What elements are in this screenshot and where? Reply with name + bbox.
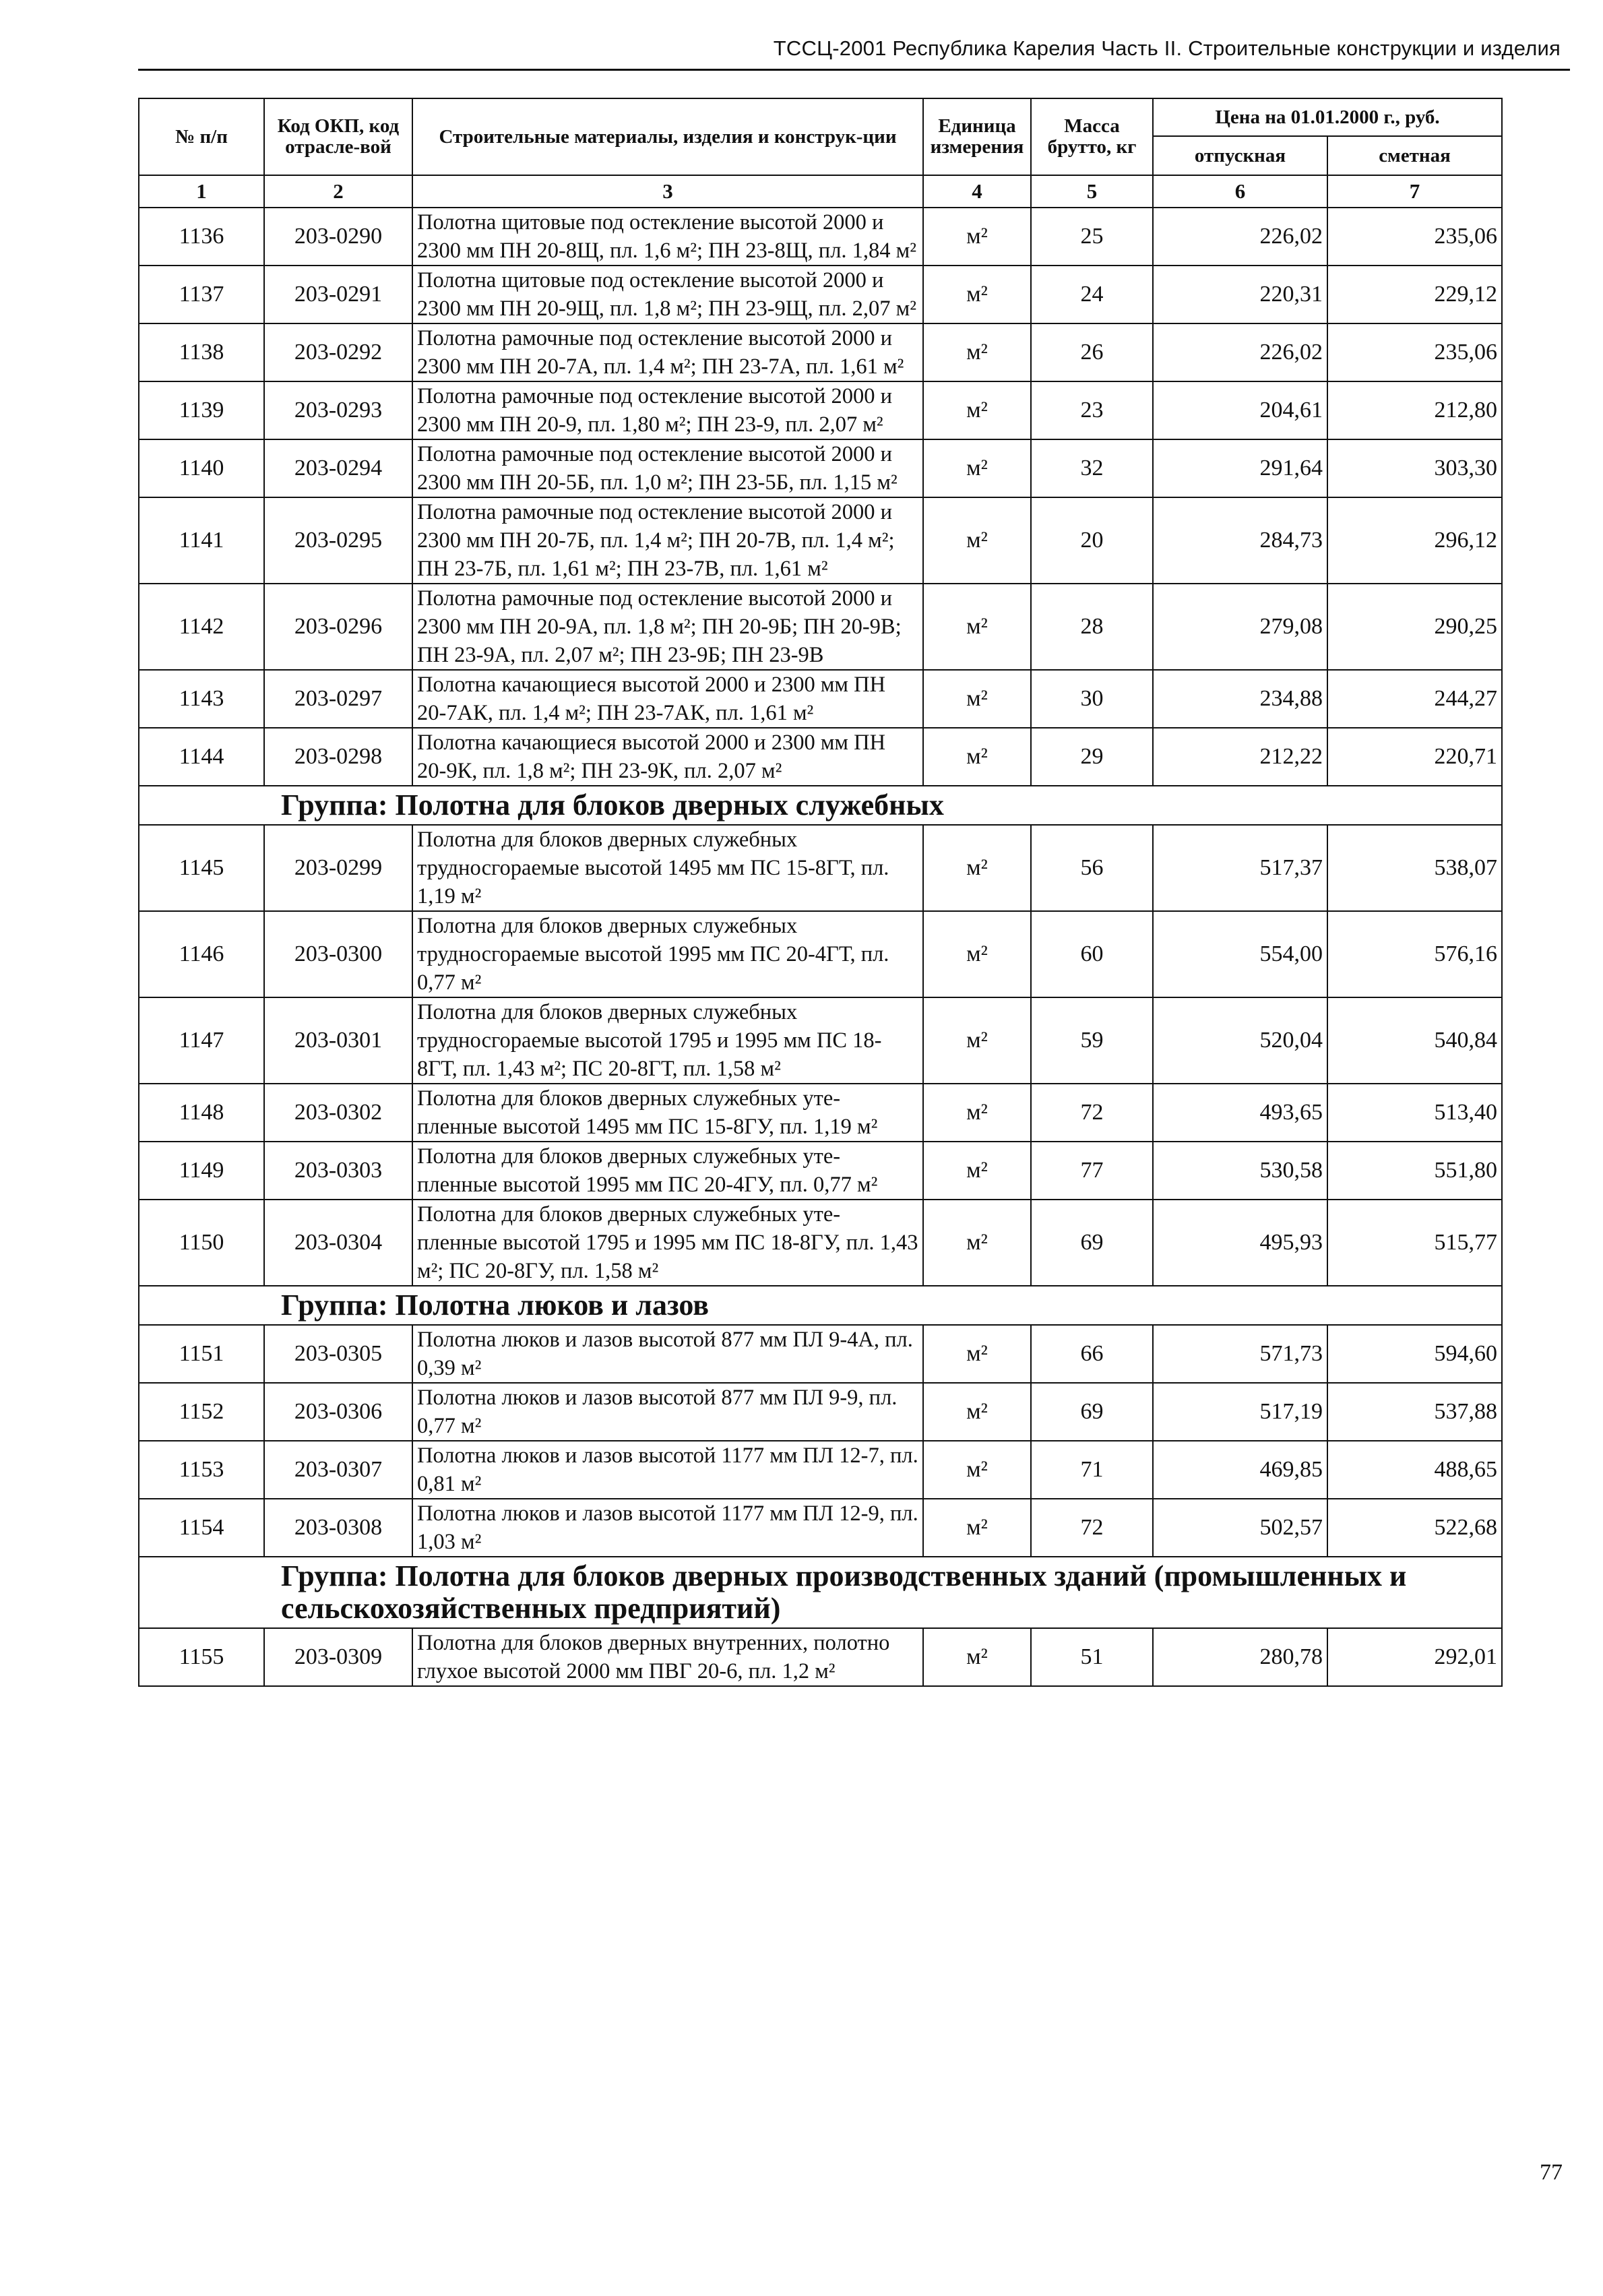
material-description: Полотна люков и лазов высотой 1177 мм ПЛ 12-7, пл. 0,81 м²	[412, 1441, 923, 1499]
group-header-row	[139, 1557, 1502, 1628]
table-row	[139, 1325, 1502, 1383]
estimate-price: 594,60	[1327, 1325, 1502, 1383]
gross-mass: 24	[1031, 266, 1153, 323]
gross-mass: 23	[1031, 381, 1153, 439]
estimate-price: 212,80	[1327, 381, 1502, 439]
estimate-price: 220,71	[1327, 728, 1502, 786]
unit-of-measure: м²	[923, 208, 1031, 266]
gross-mass: 28	[1031, 584, 1153, 670]
header-code: Код ОКП, код отрасле-вой	[264, 98, 412, 175]
okp-code: 203-0307	[264, 1441, 412, 1499]
okp-code: 203-0304	[264, 1200, 412, 1286]
okp-code: 203-0302	[264, 1084, 412, 1142]
table-row	[139, 584, 1502, 670]
estimate-price: 537,88	[1327, 1383, 1502, 1441]
gross-mass: 71	[1031, 1441, 1153, 1499]
gross-mass: 29	[1031, 728, 1153, 786]
release-price: 226,02	[1153, 323, 1327, 381]
material-description: Полотна щитовые под остекление высотой 2000 и 2300 мм ПН 20-9Щ, пл. 1,8 м²; ПН 23-9Щ, пл. 2,07 м²	[412, 266, 923, 323]
okp-code: 203-0299	[264, 825, 412, 911]
material-description: Полотна для блоков дверных служебных трудносгораемые высотой 1795 и 1995 мм ПС 18-8ГТ, пл. 1,43 м²; ПС 20-8ГТ, пл. 1,58 м²	[412, 997, 923, 1084]
gross-mass: 30	[1031, 670, 1153, 728]
gross-mass: 77	[1031, 1142, 1153, 1200]
table-row	[139, 1383, 1502, 1441]
gross-mass: 69	[1031, 1200, 1153, 1286]
header-price: Цена на 01.01.2000 г., руб.	[1153, 98, 1502, 136]
material-description: Полотна качающиеся высотой 2000 и 2300 мм ПН 20-7АК, пл. 1,4 м²; ПН 23-7АК, пл. 1,61 м²	[412, 670, 923, 728]
release-price: 220,31	[1153, 266, 1327, 323]
page-header-text: ТССЦ-2001 Республика Карелия Часть II. Строительные конструкции и изделия	[773, 36, 1561, 60]
unit-of-measure: м²	[923, 266, 1031, 323]
gross-mass: 20	[1031, 497, 1153, 584]
table-row	[139, 323, 1502, 381]
row-number: 1149	[139, 1142, 264, 1200]
table-row	[139, 825, 1502, 911]
estimate-price: 229,12	[1327, 266, 1502, 323]
page-header	[138, 34, 1570, 71]
okp-code: 203-0296	[264, 584, 412, 670]
table-row	[139, 1142, 1502, 1200]
unit-of-measure: м²	[923, 1142, 1031, 1200]
price-table	[138, 98, 1503, 1687]
group-title: Группа: Полотна для блоков дверных служебных	[139, 786, 1502, 825]
material-description: Полотна рамочные под остекление высотой 2000 и 2300 мм ПН 20-5Б, пл. 1,0 м²; ПН 23-5Б, пл. 1,15 м²	[412, 439, 923, 497]
estimate-price: 515,77	[1327, 1200, 1502, 1286]
header-estimate-price: сметная	[1327, 136, 1502, 175]
okp-code: 203-0298	[264, 728, 412, 786]
gross-mass: 32	[1031, 439, 1153, 497]
row-number: 1139	[139, 381, 264, 439]
release-price: 517,19	[1153, 1383, 1327, 1441]
gross-mass: 25	[1031, 208, 1153, 266]
okp-code: 203-0306	[264, 1383, 412, 1441]
gross-mass: 69	[1031, 1383, 1153, 1441]
row-number: 1146	[139, 911, 264, 997]
table-row	[139, 911, 1502, 997]
unit-of-measure: м²	[923, 497, 1031, 584]
okp-code: 203-0290	[264, 208, 412, 266]
material-description: Полотна для блоков дверных служебных трудносгораемые высотой 1495 мм ПС 15-8ГТ, пл. 1,19 м²	[412, 825, 923, 911]
gross-mass: 72	[1031, 1499, 1153, 1557]
estimate-price: 244,27	[1327, 670, 1502, 728]
okp-code: 203-0300	[264, 911, 412, 997]
release-price: 493,65	[1153, 1084, 1327, 1142]
table-row	[139, 381, 1502, 439]
table-row	[139, 1628, 1502, 1686]
row-number: 1142	[139, 584, 264, 670]
release-price: 554,00	[1153, 911, 1327, 997]
unit-of-measure: м²	[923, 1084, 1031, 1142]
table-header	[139, 98, 1502, 208]
material-description: Полотна рамочные под остекление высотой 2000 и 2300 мм ПН 20-7А, пл. 1,4 м²; ПН 23-7А, пл. 1,61 м²	[412, 323, 923, 381]
table-row	[139, 1084, 1502, 1142]
gross-mass: 56	[1031, 825, 1153, 911]
column-numbers-row	[139, 175, 1502, 208]
material-description: Полотна для блоков дверных служебных уте-пленные высотой 1995 мм ПС 20-4ГУ, пл. 0,77 м²	[412, 1142, 923, 1200]
table-row	[139, 728, 1502, 786]
material-description: Полотна рамочные под остекление высотой 2000 и 2300 мм ПН 20-7Б, пл. 1,4 м²; ПН 20-7В, пл. 1,4 м²; ПН 23-7Б, пл. 1,61 м²; ПН 23-7В, пл. 1,61 м²	[412, 497, 923, 584]
release-price: 226,02	[1153, 208, 1327, 266]
estimate-price: 551,80	[1327, 1142, 1502, 1200]
gross-mass: 72	[1031, 1084, 1153, 1142]
release-price: 279,08	[1153, 584, 1327, 670]
table-row	[139, 997, 1502, 1084]
column-number: 7	[1327, 175, 1502, 208]
estimate-price: 292,01	[1327, 1628, 1502, 1686]
row-number: 1154	[139, 1499, 264, 1557]
estimate-price: 513,40	[1327, 1084, 1502, 1142]
estimate-price: 303,30	[1327, 439, 1502, 497]
material-description: Полотна люков и лазов высотой 877 мм ПЛ 9-4А, пл. 0,39 м²	[412, 1325, 923, 1383]
group-title: Группа: Полотна для блоков дверных производственных зданий (промышленных и сельскохозяйственных предприятий)	[139, 1557, 1502, 1628]
material-description: Полотна для блоков дверных служебных уте-пленные высотой 1795 и 1995 мм ПС 18-8ГУ, пл. 1,43 м²; ПС 20-8ГУ, пл. 1,58 м²	[412, 1200, 923, 1286]
table-row	[139, 670, 1502, 728]
release-price: 212,22	[1153, 728, 1327, 786]
table-row	[139, 497, 1502, 584]
table-row	[139, 1200, 1502, 1286]
okp-code: 203-0294	[264, 439, 412, 497]
column-number: 6	[1153, 175, 1327, 208]
row-number: 1155	[139, 1628, 264, 1686]
row-number: 1152	[139, 1383, 264, 1441]
okp-code: 203-0308	[264, 1499, 412, 1557]
material-description: Полотна рамочные под остекление высотой 2000 и 2300 мм ПН 20-9А, пл. 1,8 м²; ПН 20-9Б; ПН 20-9В; ПН 23-9А, пл. 2,07 м²; ПН 23-9Б; ПН 23-9В	[412, 584, 923, 670]
table-row	[139, 266, 1502, 323]
release-price: 234,88	[1153, 670, 1327, 728]
material-description: Полотна для блоков дверных служебных трудносгораемые высотой 1995 мм ПС 20-4ГТ, пл. 0,77 м²	[412, 911, 923, 997]
estimate-price: 290,25	[1327, 584, 1502, 670]
unit-of-measure: м²	[923, 439, 1031, 497]
row-number: 1140	[139, 439, 264, 497]
row-number: 1138	[139, 323, 264, 381]
column-number: 3	[412, 175, 923, 208]
row-number: 1147	[139, 997, 264, 1084]
gross-mass: 60	[1031, 911, 1153, 997]
estimate-price: 538,07	[1327, 825, 1502, 911]
release-price: 520,04	[1153, 997, 1327, 1084]
column-number: 2	[264, 175, 412, 208]
row-number: 1153	[139, 1441, 264, 1499]
row-number: 1136	[139, 208, 264, 266]
okp-code: 203-0305	[264, 1325, 412, 1383]
header-release-price: отпускная	[1153, 136, 1327, 175]
unit-of-measure: м²	[923, 1441, 1031, 1499]
release-price: 280,78	[1153, 1628, 1327, 1686]
gross-mass: 26	[1031, 323, 1153, 381]
material-description: Полотна для блоков дверных внутренних, полотно глухое высотой 2000 мм ПВГ 20-6, пл. 1,2 м²	[412, 1628, 923, 1686]
estimate-price: 540,84	[1327, 997, 1502, 1084]
table-row	[139, 208, 1502, 266]
release-price: 502,57	[1153, 1499, 1327, 1557]
table-body	[139, 208, 1502, 1686]
release-price: 530,58	[1153, 1142, 1327, 1200]
unit-of-measure: м²	[923, 728, 1031, 786]
unit-of-measure: м²	[923, 1200, 1031, 1286]
unit-of-measure: м²	[923, 825, 1031, 911]
estimate-price: 235,06	[1327, 208, 1502, 266]
unit-of-measure: м²	[923, 997, 1031, 1084]
header-unit: Единица измерения	[923, 98, 1031, 175]
estimate-price: 522,68	[1327, 1499, 1502, 1557]
material-description: Полотна люков и лазов высотой 1177 мм ПЛ 12-9, пл. 1,03 м²	[412, 1499, 923, 1557]
row-number: 1141	[139, 497, 264, 584]
group-header-row	[139, 1286, 1502, 1325]
estimate-price: 235,06	[1327, 323, 1502, 381]
release-price: 284,73	[1153, 497, 1327, 584]
okp-code: 203-0303	[264, 1142, 412, 1200]
header-name: Строительные материалы, изделия и конструк-ции	[412, 98, 923, 175]
row-number: 1145	[139, 825, 264, 911]
estimate-price: 576,16	[1327, 911, 1502, 997]
column-number: 1	[139, 175, 264, 208]
material-description: Полотна щитовые под остекление высотой 2000 и 2300 мм ПН 20-8Щ, пл. 1,6 м²; ПН 23-8Щ, пл. 1,84 м²	[412, 208, 923, 266]
release-price: 517,37	[1153, 825, 1327, 911]
material-description: Полотна для блоков дверных служебных уте-пленные высотой 1495 мм ПС 15-8ГУ, пл. 1,19 м²	[412, 1084, 923, 1142]
release-price: 469,85	[1153, 1441, 1327, 1499]
okp-code: 203-0295	[264, 497, 412, 584]
table-row	[139, 439, 1502, 497]
material-description: Полотна рамочные под остекление высотой 2000 и 2300 мм ПН 20-9, пл. 1,80 м²; ПН 23-9, пл. 2,07 м²	[412, 381, 923, 439]
row-number: 1143	[139, 670, 264, 728]
header-mass: Масса брутто, кг	[1031, 98, 1153, 175]
estimate-price: 488,65	[1327, 1441, 1502, 1499]
group-title: Группа: Полотна люков и лазов	[139, 1286, 1502, 1325]
unit-of-measure: м²	[923, 381, 1031, 439]
unit-of-measure: м²	[923, 911, 1031, 997]
column-number: 5	[1031, 175, 1153, 208]
row-number: 1151	[139, 1325, 264, 1383]
gross-mass: 51	[1031, 1628, 1153, 1686]
unit-of-measure: м²	[923, 323, 1031, 381]
release-price: 495,93	[1153, 1200, 1327, 1286]
material-description: Полотна люков и лазов высотой 877 мм ПЛ 9-9, пл. 0,77 м²	[412, 1383, 923, 1441]
unit-of-measure: м²	[923, 670, 1031, 728]
unit-of-measure: м²	[923, 1628, 1031, 1686]
okp-code: 203-0297	[264, 670, 412, 728]
unit-of-measure: м²	[923, 1325, 1031, 1383]
unit-of-measure: м²	[923, 1383, 1031, 1441]
okp-code: 203-0309	[264, 1628, 412, 1686]
row-number: 1144	[139, 728, 264, 786]
header-num: № п/п	[139, 98, 264, 175]
unit-of-measure: м²	[923, 1499, 1031, 1557]
release-price: 291,64	[1153, 439, 1327, 497]
row-number: 1137	[139, 266, 264, 323]
okp-code: 203-0291	[264, 266, 412, 323]
okp-code: 203-0293	[264, 381, 412, 439]
okp-code: 203-0292	[264, 323, 412, 381]
row-number: 1150	[139, 1200, 264, 1286]
table-row	[139, 1441, 1502, 1499]
group-header-row	[139, 786, 1502, 825]
column-number: 4	[923, 175, 1031, 208]
table-row	[139, 1499, 1502, 1557]
page-number: 77	[1540, 2160, 1563, 2185]
release-price: 571,73	[1153, 1325, 1327, 1383]
okp-code: 203-0301	[264, 997, 412, 1084]
unit-of-measure: м²	[923, 584, 1031, 670]
row-number: 1148	[139, 1084, 264, 1142]
gross-mass: 59	[1031, 997, 1153, 1084]
estimate-price: 296,12	[1327, 497, 1502, 584]
material-description: Полотна качающиеся высотой 2000 и 2300 мм ПН 20-9К, пл. 1,8 м²; ПН 23-9К, пл. 2,07 м²	[412, 728, 923, 786]
gross-mass: 66	[1031, 1325, 1153, 1383]
release-price: 204,61	[1153, 381, 1327, 439]
